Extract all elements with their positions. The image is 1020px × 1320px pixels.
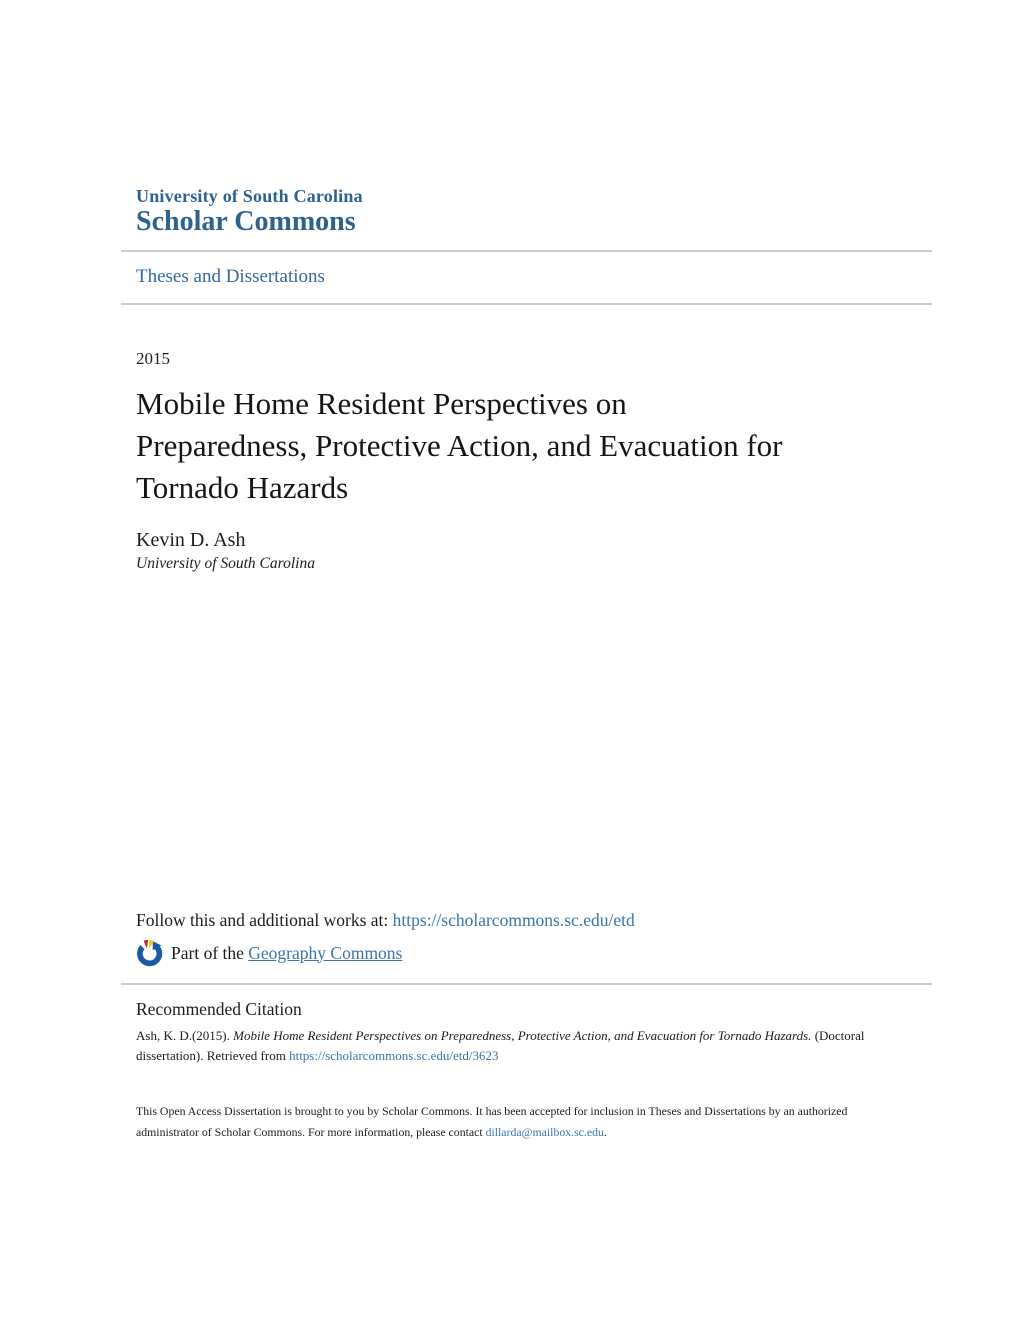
geography-commons-link[interactable]: Geography Commons	[248, 942, 403, 963]
collection-name: Theses and Dissertations	[136, 266, 325, 287]
masthead-site-title: Scholar Commons	[136, 206, 356, 237]
divider-citation	[121, 983, 932, 985]
part-of-text	[171, 943, 402, 964]
divider-collection	[121, 303, 932, 305]
citation-middle: (Doctoral dissertation). Retrieved from	[136, 1028, 865, 1063]
citation-prefix: Ash, K. D.(2015).	[136, 1028, 234, 1043]
open-access-suffix: .	[603, 1124, 607, 1139]
publication-year: 2015	[136, 349, 170, 368]
part-of-label: Part of the	[171, 942, 249, 963]
article-title	[136, 383, 783, 509]
author-name: Kevin D. Ash	[136, 529, 246, 551]
follow-works-label: Follow this and additional works at:	[136, 910, 393, 930]
recommended-citation-heading: Recommended Citation	[136, 999, 302, 1019]
open-access-text: This Open Access Dissertation is brought to you by Scholar Commons. It has been accepted for inclusion in Theses and Dissertations by an authorized administrator of Scholar Commons. For more information, please contact	[136, 1104, 848, 1139]
repository-etd-link[interactable]: https://scholarcommons.sc.edu/etd	[392, 910, 635, 930]
article-title-line-3: Tornado Hazards	[136, 470, 349, 505]
article-title-line-2: Preparedness, Protective Action, and Evacuation for	[136, 428, 783, 463]
divider-top	[121, 250, 932, 252]
masthead-university: University of South Carolina	[136, 186, 363, 206]
citation-etd-link[interactable]: https://scholarcommons.sc.edu/etd/3623	[289, 1047, 499, 1063]
digital-commons-network-icon	[136, 938, 163, 968]
author-affiliation: University of South Carolina	[136, 555, 315, 572]
part-of-line	[136, 938, 402, 968]
article-title-line-1: Mobile Home Resident Perspectives on	[136, 386, 627, 421]
citation-italic-title: Mobile Home Resident Perspectives on Preparedness, Protective Action, and Evacuation for Tornado Hazards.	[233, 1028, 812, 1043]
open-access-note	[136, 1101, 906, 1142]
follow-works-line	[136, 910, 635, 931]
recommended-citation-text	[136, 1026, 908, 1065]
contact-email-link[interactable]: dillarda@mailbox.sc.edu	[485, 1124, 604, 1139]
